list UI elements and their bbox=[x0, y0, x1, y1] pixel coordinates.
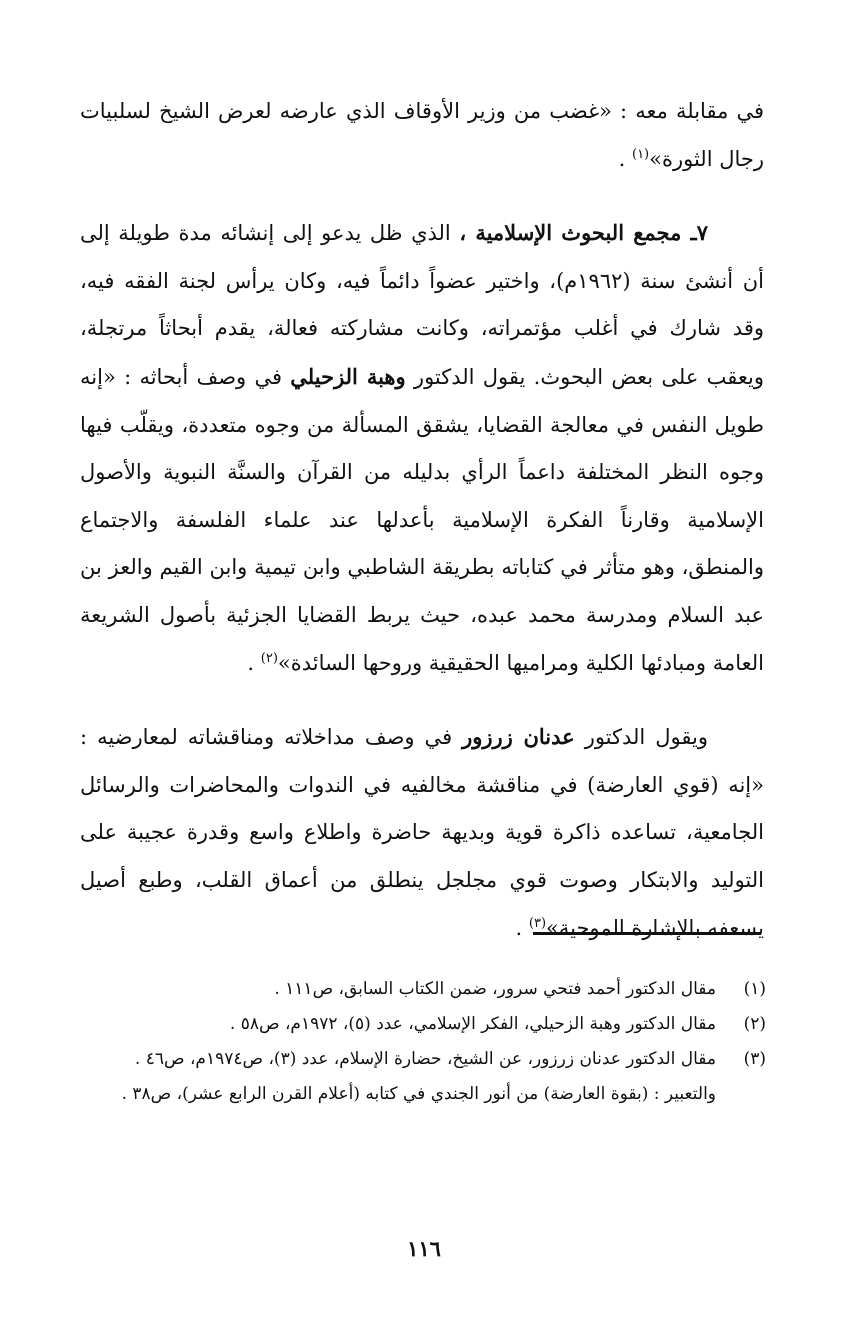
footnote-text: مقال الدكتور أحمد فتحي سرور، ضمن الكتاب السابق، ص١١١ . bbox=[274, 979, 716, 999]
footnote-ref-2: (٢) bbox=[260, 650, 278, 666]
footnotes bbox=[80, 972, 766, 1112]
paragraph-3-text-a: ويقول الدكتور bbox=[574, 725, 708, 750]
paragraph-1 bbox=[80, 88, 764, 183]
footnote-text: مقال الدكتور وهبة الزحيلي، الفكر الإسلامي، عدد (٥)، ١٩٧٢م، ص٥٨ . bbox=[229, 1014, 716, 1034]
footnote-number: (٢) bbox=[743, 1014, 766, 1034]
footnote-number: (١) bbox=[743, 979, 766, 999]
paragraph-3-name: عدنان زرزور bbox=[462, 724, 575, 750]
footnote-ref-3: (٣) bbox=[528, 915, 547, 931]
paragraph-2-name: وهبة الزحيلي bbox=[290, 363, 406, 389]
paragraph-1-text: في مقابلة معه : «غضب من وزير الأوقاف الذي عارضه لعرض الشيخ لسلبيات رجال الثورة» bbox=[80, 99, 764, 171]
footnote-2 bbox=[80, 1007, 766, 1042]
footnote-number: (٣) bbox=[743, 1049, 766, 1069]
paragraph-2-text-b: في وصف أبحاثه : «إنه طويل النفس في معالجة القضايا، يشقق المسألة من وجوه متعددة، ويقلّب فيها وجوه النظر المختلفة داعماً الرأي بدليله من القرآن والسنَّة النبوية والأصول الإسلامية وقارناً الفكرة الإسلامية بأعدلها عند علماء الفلسفة والاجتماع والمنطق، وهو متأثر في كتاباته بطريقة الشاطبي وابن تيمية وابن القيم والعز بن عبد السلام ومدرسة محمد عبده، حيث يربط القضايا الجزئية بأصول الشريعة العامة ومبادئها الكلية ومراميها الحقيقية وروحها السائدة» bbox=[80, 364, 764, 675]
paragraph-3-text-b: في وصف مداخلاته ومناقشاته لمعارضيه : «إنه (قوي العارضة) في مناقشة مخالفيه في الندوات والمحاضرات والرسائل الجامعية، تساعده ذاكرة قوية وبديهة حاضرة واطلاع واسع وقدرة عجيبة على التوليد والابتكار وصوت قوي مجلجل ينطلق من أعماق القلب، وطبع أصيل يسعفه بالإشارة الموحية» bbox=[80, 725, 764, 940]
footnote-3 bbox=[80, 1042, 766, 1077]
paragraph-2-text-a: الذي ظل يدعو إلى إنشائه مدة طويلة إلى أن أنشئ سنة (١٩٦٢م)، واختير عضواً دائماً فيه، وكان يرأس لجنة الفقه فيه، وقد شارك في أغلب مؤتمراته، وكانت مشاركته فعالة، يقدم أبحاثاً مرتجلة، ويعقب على بعض البحوث. يقول الدكتور bbox=[80, 221, 765, 389]
paragraph-2 bbox=[80, 209, 764, 687]
footnote-ref-1: (١) bbox=[631, 146, 650, 162]
footnote-divider bbox=[533, 932, 761, 935]
paragraph-2-heading: ٧ـ مجمع البحوث الإسلامية ، bbox=[459, 220, 708, 246]
footnote-text: مقال الدكتور عدنان زرزور، عن الشيخ، حضارة الإسلام، عدد (٣)، ص١٩٧٤م، ص٤٦ . bbox=[134, 1049, 716, 1069]
paragraph-gap bbox=[80, 687, 764, 713]
footnote-3-continuation: والتعبير : (بقوة العارضة) من أنور الجندي في كتابه (أعلام القرن الرابع عشر)، ص٣٨ . bbox=[121, 1084, 716, 1104]
main-text bbox=[80, 88, 764, 952]
paragraph-gap bbox=[80, 183, 764, 209]
paragraph-1-end: . bbox=[618, 146, 632, 171]
paragraph-3-end: . bbox=[515, 915, 529, 940]
page-number: ١١٦ bbox=[407, 1236, 441, 1261]
footnote-1 bbox=[80, 972, 766, 1007]
paragraph-3 bbox=[80, 713, 764, 952]
paragraph-2-end: . bbox=[247, 650, 261, 675]
